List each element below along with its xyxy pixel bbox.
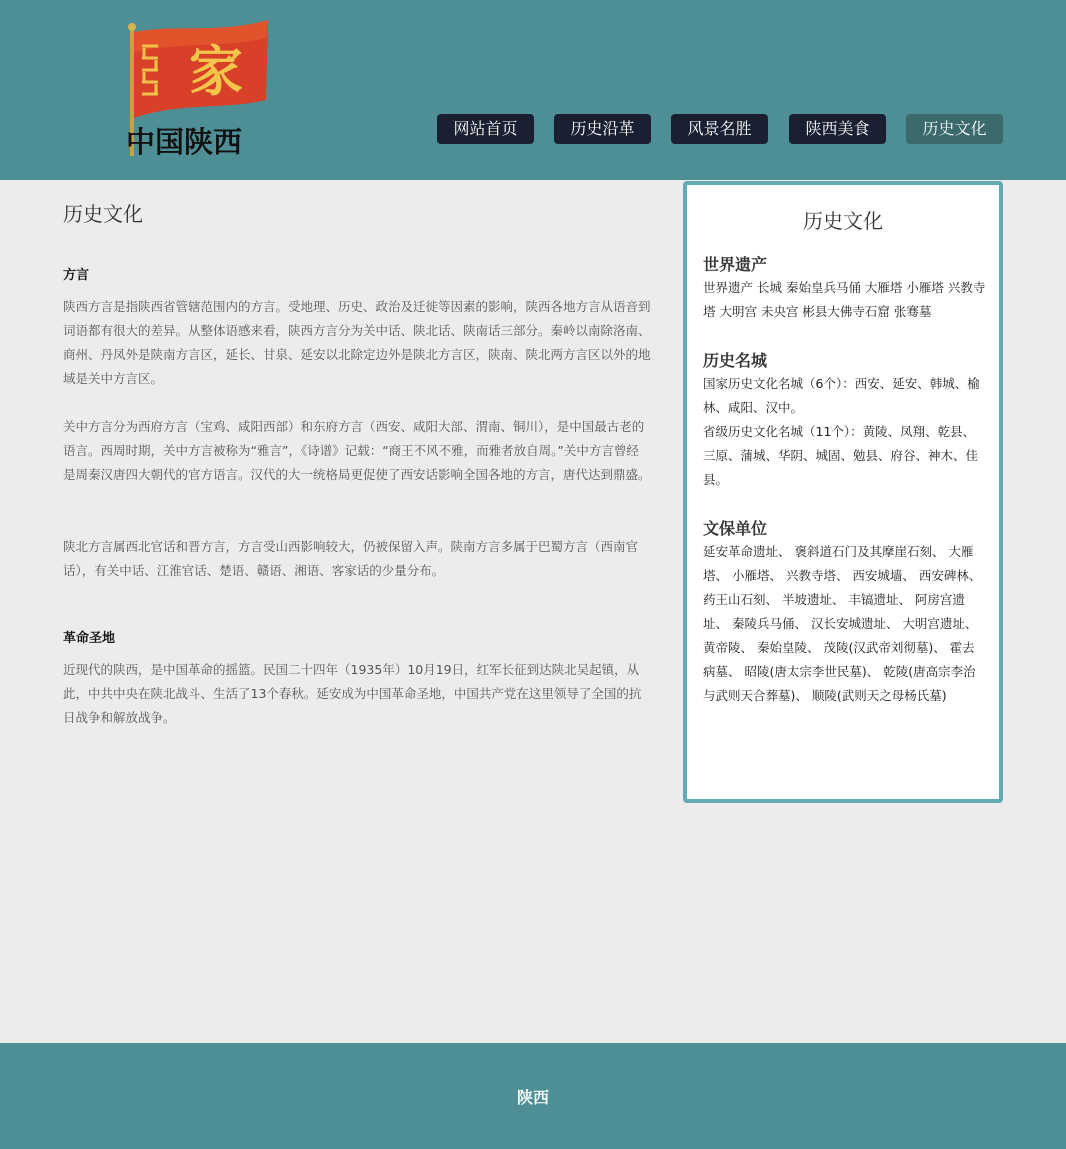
protected-sites-text: 延安革命遗址、 褒斜道石门及其摩崖石刻、 大雁塔、 小雁塔、 兴教寺塔、 西安城墙、 西安碑林、 药王山石刻、 半坡遗址、 丰镐遗址、 阿房宫遗址、 秦陵兵马俑、 汉长安城遗址、 大明宫遗址、 黄帝陵、 秦始皇陵、 茂陵(汉武帝刘彻墓)、 霍去病墓、 昭陵(唐太宗李世民墓)、 乾陵(唐高宗李治与武则天合葬墓)、 顺陵(武则天之母杨氏墓) <box>703 544 982 703</box>
section-heading-dialect: 方言 <box>63 268 90 283</box>
revolution-paragraph-1: 近现代的陕西，是中国革命的摇篮。民国二十四年（1935年）10月19日，红军长征到达陕北吴起镇，从此，中共中央在陕北战斗、生活了13个春秋。延安成为中国革命圣地，中国共产党在这里领导了全国的抗日战争和解放战争。 <box>63 662 642 725</box>
nav-home[interactable]: 网站首页 <box>437 114 534 144</box>
sidebar-panel <box>683 181 1003 803</box>
sidebar-heading-historic-cities: 历史名城 <box>703 351 768 370</box>
logo-text: 中国陕西 <box>126 125 243 159</box>
nav-food[interactable]: 陕西美食 <box>789 114 886 144</box>
page-title: 历史文化 <box>63 202 143 226</box>
section-heading-revolution: 革命圣地 <box>63 631 116 646</box>
footer-text: 陕西 <box>516 1088 549 1107</box>
site-header <box>0 0 1066 180</box>
sidebar-heading-world-heritage: 世界遗产 <box>703 255 768 274</box>
nav-scenery[interactable]: 风景名胜 <box>671 114 768 144</box>
nav-history[interactable]: 历史沿革 <box>554 114 651 144</box>
nav-culture[interactable]: 历史文化 <box>906 114 1003 144</box>
sidebar-title: 历史文化 <box>803 209 883 233</box>
sidebar-heading-protected-sites: 文保单位 <box>703 519 768 538</box>
dialect-paragraph-1: 陕西方言是指陕西省管辖范围内的方言。受地理、历史、政治及迁徙等因素的影响，陕西各地方言从语音到词语都有很大的差异。从整体语感来看，陕西方言分为关中话、陕北话、陕南话三部分。秦岭以南除洛南、商州、丹凤外是陕南方言区，延长、甘泉、延安以北除定边外是陕北方言区，陕南、陕北两方言区以外的地域是关中方言区。 <box>63 299 651 386</box>
world-heritage-text: 世界遗产 长城 秦始皇兵马俑 大雁塔 小雁塔 兴教寺塔 大明宫 未央宫 彬县大佛寺石窟 张骞墓 <box>703 280 986 319</box>
logo-emblem-char: 家 <box>189 39 243 103</box>
site-footer <box>0 1043 1066 1149</box>
national-cities-text: 国家历史文化名城（6个）：西安、延安、韩城、榆林、咸阳、汉中。 <box>703 376 980 415</box>
dialect-paragraph-3: 陕北方言属西北官话和晋方言，方言受山西影响较大，仍被保留入声。陕南方言多属于巴蜀方言（西南官话），有关中话、江淮官话、楚语、赣语、湘语、客家话的少量分布。 <box>63 539 639 578</box>
provincial-cities-text: 省级历史文化名城（11个）：黄陵、凤翔、乾县、三原、蒲城、华阴、城固、勉县、府谷、神木、佳县。 <box>703 424 979 487</box>
dialect-paragraph-2: 关中方言分为西府方言（宝鸡、咸阳西部）和东府方言（西安、咸阳大部、渭南、铜川），是中国最古老的语言。西周时期，关中方言被称为“雅言”，《诗谱》记载：“商王不风不雅，而雅者放自周。”关中方言曾经是周秦汉唐四大朝代的官方语言。汉代的大一统格局更促使了西安话影响全国各地的方言，唐代达到鼎盛。 <box>63 419 651 482</box>
